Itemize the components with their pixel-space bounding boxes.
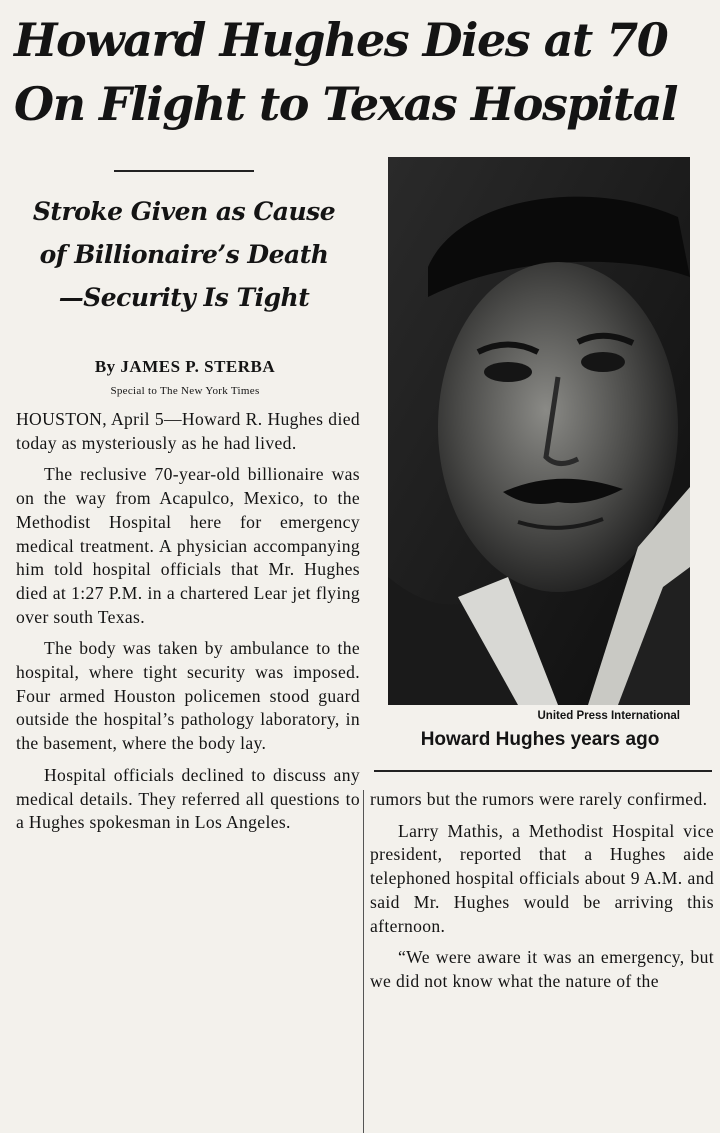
headline-divider xyxy=(114,170,254,172)
headline-line-1: Howard Hughes Dies at 70 xyxy=(14,13,668,67)
photo-credit: United Press International xyxy=(537,710,680,722)
article-paragraph: Larry Mathis, a Methodist Hospital vice president, reported that a Hughes aide telephoned hospital officials about 9 A.M. and said Mr. Hughes would be arriving this afternoon. xyxy=(370,820,714,936)
column-divider xyxy=(363,790,364,1133)
caption-divider xyxy=(374,770,712,772)
article-paragraph: “We were aware it was an emergency, but we did not know what the nature of the xyxy=(370,947,714,991)
article-column-left xyxy=(16,408,360,843)
article-column-right xyxy=(370,788,714,1002)
photo-caption: Howard Hughes years ago xyxy=(420,729,660,750)
subheadline-line-2: of Billionaire’s Death xyxy=(39,240,329,269)
subheadline xyxy=(6,190,362,319)
headline xyxy=(14,8,710,136)
article-paragraph: rumors but the rumors were rarely confirmed. xyxy=(370,789,708,809)
portrait-photo xyxy=(388,157,690,705)
subheadline-line-1: Stroke Given as Cause xyxy=(32,197,336,226)
portrait-image xyxy=(388,157,690,705)
byline: By JAMES P. STERBA xyxy=(94,357,276,376)
headline-line-2: On Flight to Texas Hospital xyxy=(14,77,678,131)
special-credit: Special to The New York Times xyxy=(110,385,260,397)
article-paragraph: The body was taken by ambulance to the hospital, where tight security was imposed. Four armed Houston policemen stood guard outside the hospital’s pathology laboratory, in the basement, where the body lay. xyxy=(16,638,360,754)
article-paragraph: The reclusive 70-year-old billionaire was on the way from Acapulco, Mexico, to the Methodist Hospital here for emergency medical treatment. A physician accompanying him told hospital officials that Mr. Hughes died at 1:27 P.M. in a chartered Lear jet flying over south Texas. xyxy=(16,464,360,627)
subheadline-line-3: —Security Is Tight xyxy=(58,283,310,312)
article-paragraph: Hospital officials declined to discuss any medical details. They referred all questions to a Hughes spokesman in Los Angeles. xyxy=(16,764,360,833)
article-paragraph: HOUSTON, April 5—Howard R. Hughes died today as mysteriously as he had lived. xyxy=(16,409,360,453)
